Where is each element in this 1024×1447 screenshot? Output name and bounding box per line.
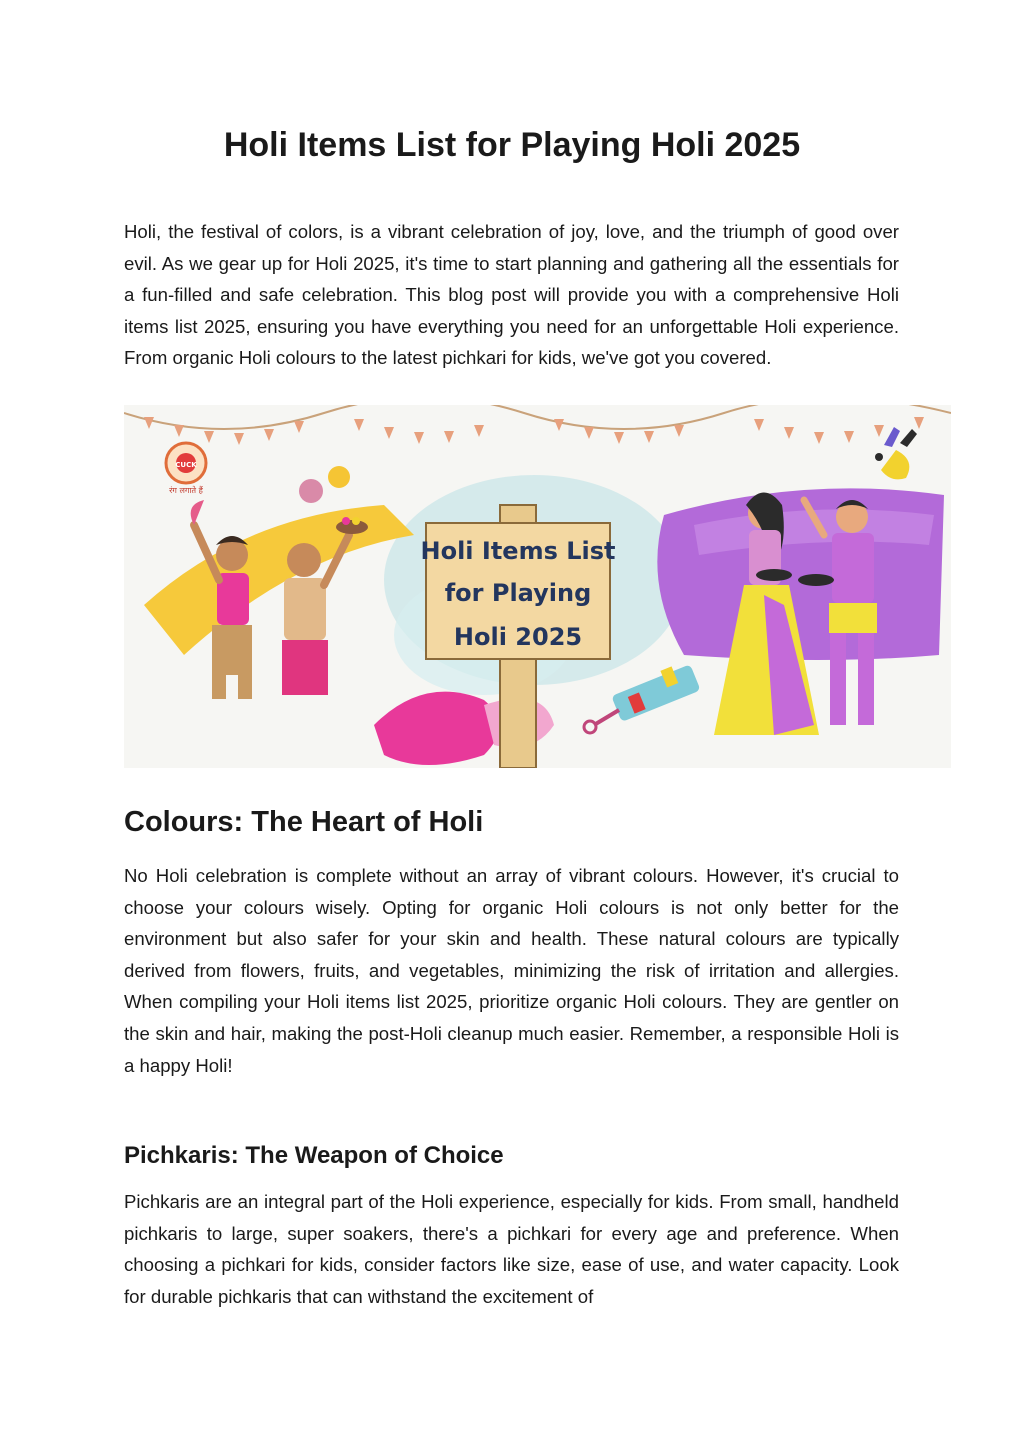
- brand-logo: [166, 443, 206, 495]
- section-body-colours: No Holi celebration is complete without an array of vibrant colours. However, it's crucial to choose your colours wisely. Opting for organic Holi colours is not only better for the environment but also safer for your skin and health. These natural colours are typically derived from flowers, fruits, and vegetables, minimizing the risk of irritation and allergies. When compiling your Holi items list 2025, prioritize organic Holi colours. They are gentler on the skin and hair, making the post-Holi cleanup much easier. Remember, a responsible Holi is a happy Holi!: [124, 865, 899, 1076]
- logo-text: CUCK: [175, 461, 197, 469]
- section-heading-pichkaris: Pichkaris: The Weapon of Choice: [124, 1142, 504, 1169]
- balloon-yellow: [328, 466, 350, 488]
- holi-banner-image: [124, 405, 951, 768]
- intro-paragraph: Holi, the festival of colors, is a vibrant celebration of joy, love, and the triumph of good over evil. As we gear up for Holi 2025, it's time to start planning and gathering all the essentials for a fun-filled and safe celebration. This blog post will provide you with a comprehensive Holi items list 2025, ensuring you have everything you need for an unforgettable Holi experience. From organic Holi colours to the latest pichkari for kids, we've got you covered.: [124, 221, 899, 369]
- sign-line-1: Holi Items List: [420, 537, 616, 565]
- balloon-pink: [299, 479, 323, 503]
- logo-tagline: रंग लगाते हैं: [169, 486, 203, 495]
- section-heading-colours: Colours: The Heart of Holi: [124, 806, 484, 838]
- sign-line-2: for Playing: [444, 579, 592, 607]
- section-body-pichkaris: Pichkaris are an integral part of the Holi experience, especially for kids. From small, handheld pichkaris to large, super soakers, there's a pichkari for every age and preference. When choosing a pichkari for kids, consider factors like size, ease of use, and water capacity. Look for durable pichkaris that can withstand the excitement of: [124, 1191, 899, 1307]
- page-title: Holi Items List for Playing Holi 2025: [223, 126, 801, 164]
- sign-line-3: Holi 2025: [453, 623, 583, 651]
